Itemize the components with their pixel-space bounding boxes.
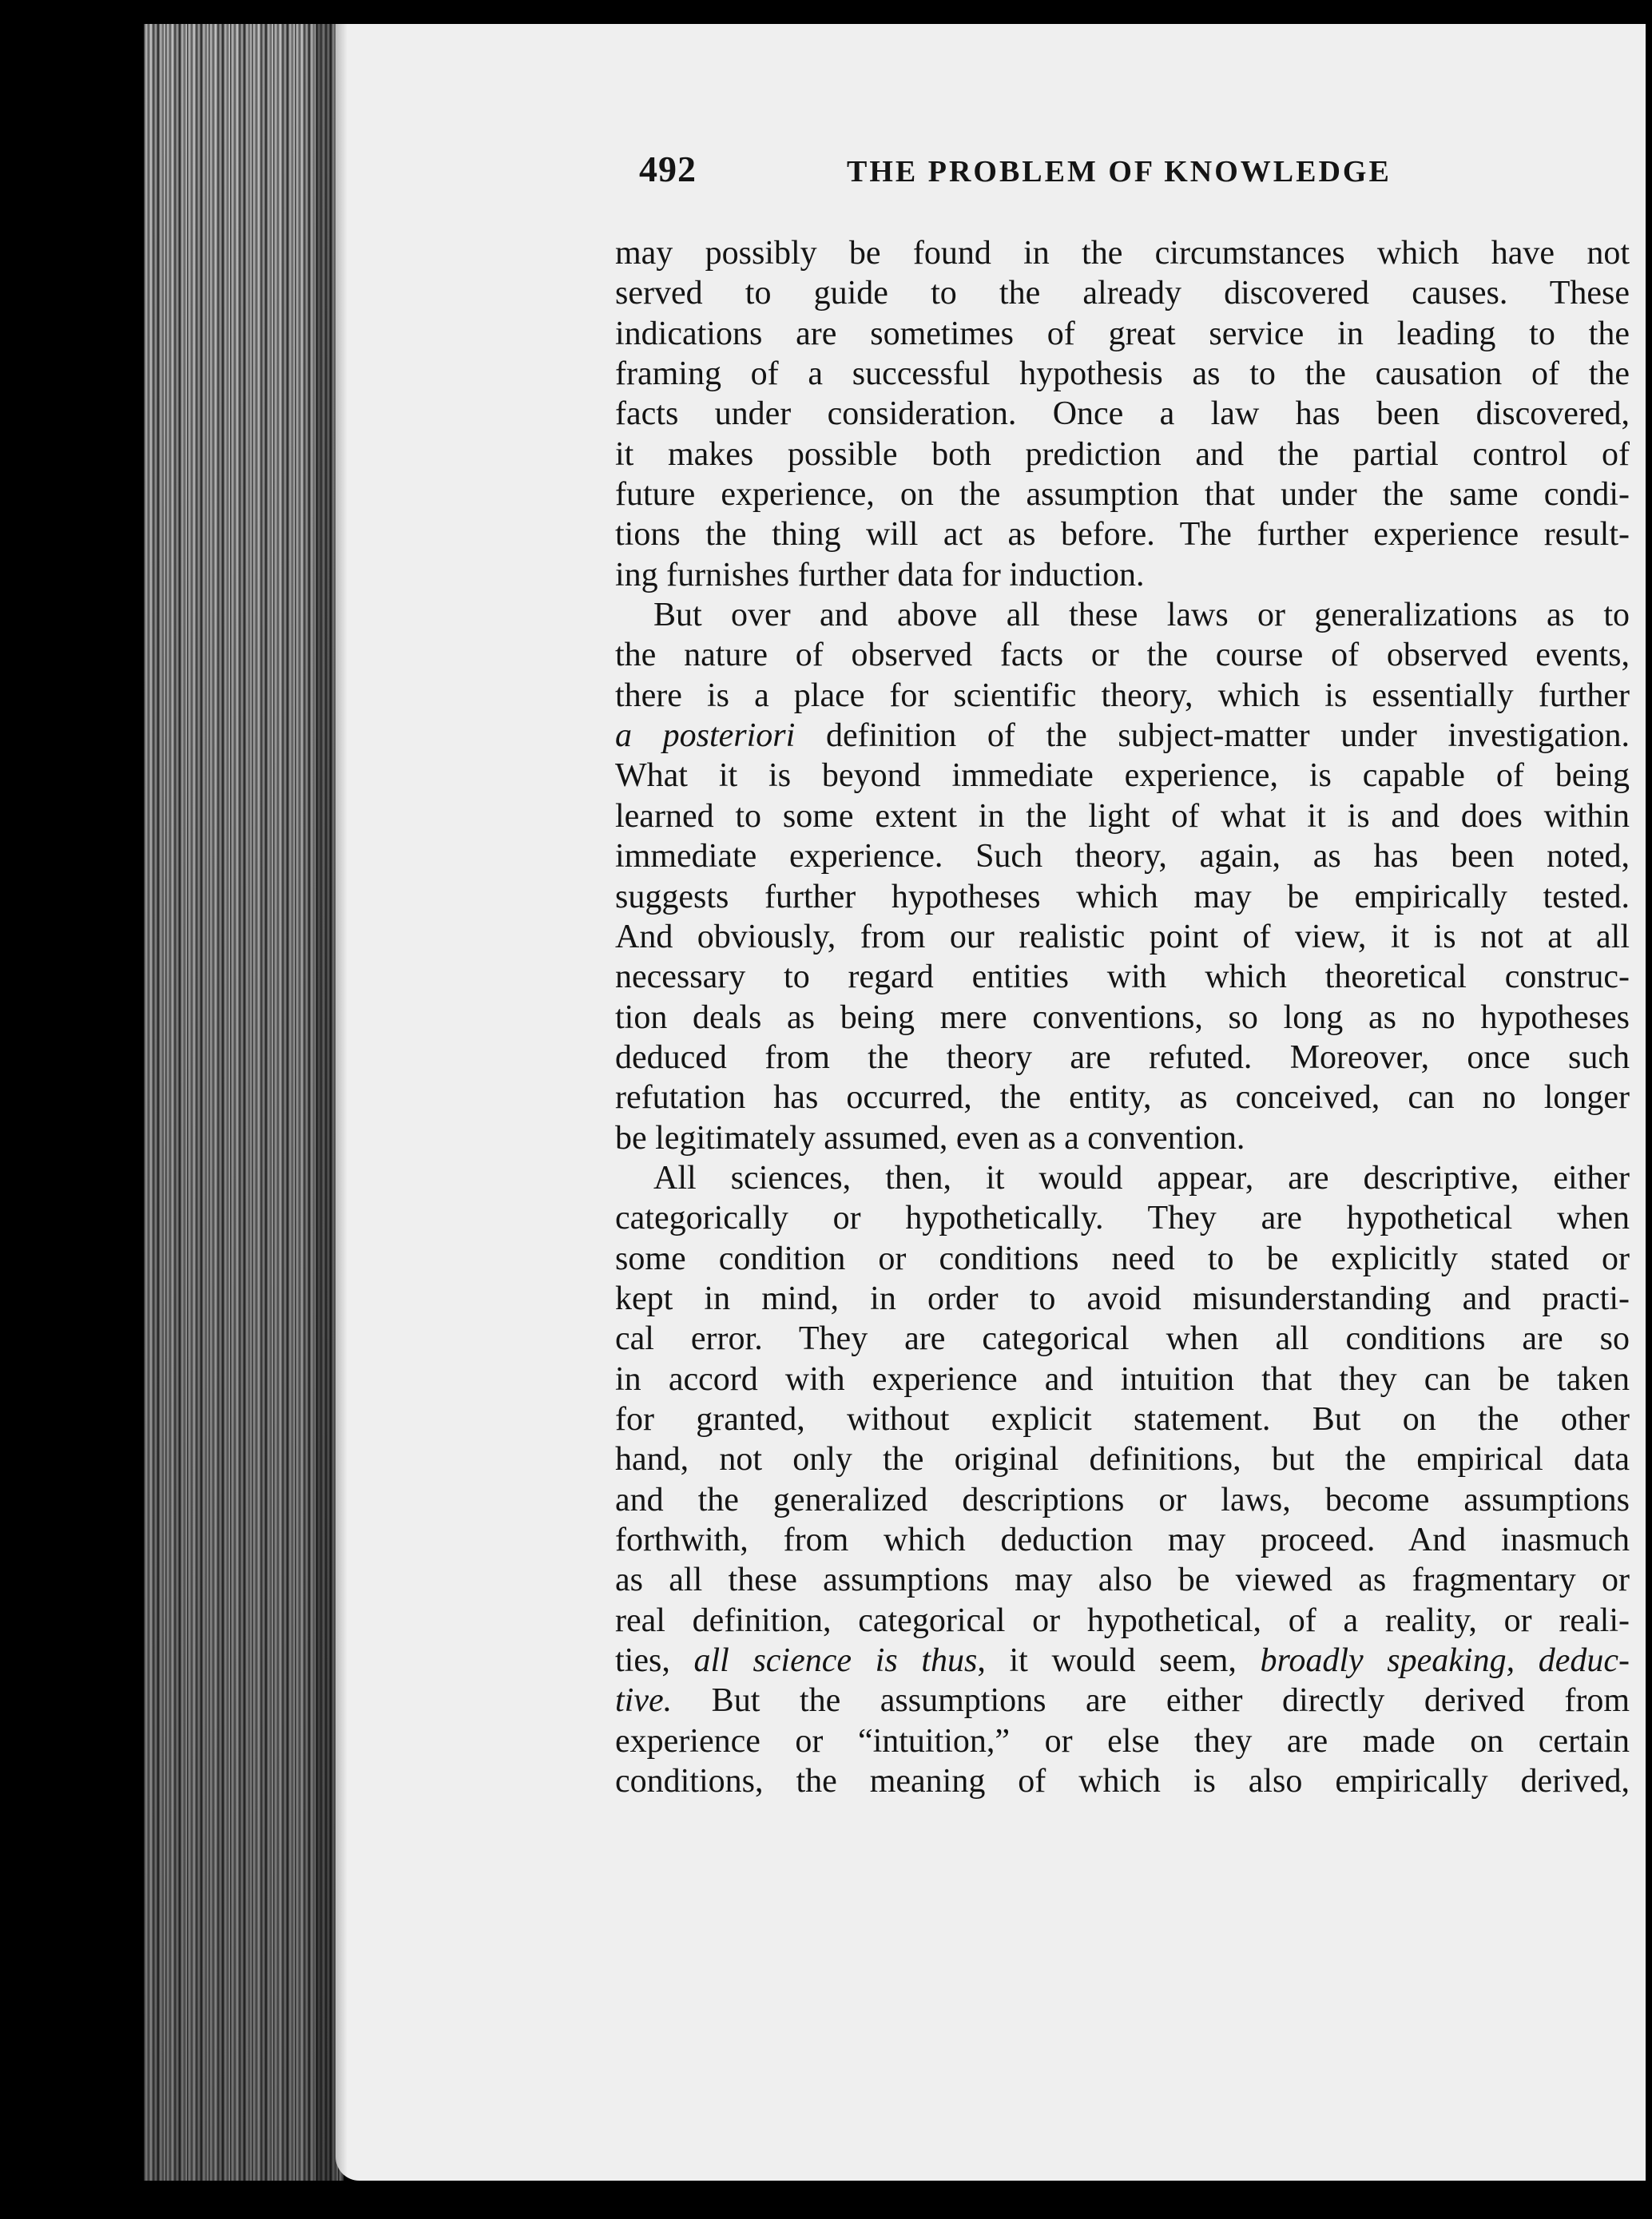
text-line: All sciences, then, it would appear, are descriptive, either [653, 1159, 1630, 1197]
text-line: experience or “intuition,” or else they are made on certain [615, 1722, 1630, 1760]
text-line: in accord with experience and intuition that they can be taken [615, 1360, 1630, 1398]
italic-text: a posteriori [615, 717, 796, 755]
body-text [615, 233, 1630, 1801]
text-line [615, 1641, 1630, 1681]
text-line: kept in mind, in order to avoid misunderstanding and practi- [615, 1280, 1630, 1317]
italic-text: all science is thus [693, 1642, 978, 1680]
text-line: necessary to regard entities with which theoretical construc- [615, 959, 1630, 996]
text-line: it makes possible both prediction and the partial control of [615, 435, 1630, 473]
text-line: hand, not only the original definitions, but the empirical data [615, 1441, 1630, 1479]
page-number: 492 [639, 149, 697, 189]
italic-text: broadly speaking, deduc- [1260, 1642, 1630, 1680]
text-line: What it is beyond immediate experience, is capable of being [615, 757, 1630, 795]
text-line: indications are sometimes of great service in leading to the [615, 315, 1630, 352]
text-line: tions the thing will act as before. The further experience result- [615, 516, 1630, 554]
text-line: may possibly be found in the circumstances which have not [615, 235, 1630, 272]
text-line: refutation has occurred, the entity, as conceived, can no longer [615, 1079, 1630, 1117]
italic-text: tive. [615, 1682, 673, 1720]
text-line: ing furnishes further data for induction. [615, 556, 1145, 593]
text-segment: ties, [615, 1642, 694, 1680]
text-line: suggests further hypotheses which may be empirically tested. [615, 878, 1630, 915]
book-page-edges [144, 24, 344, 2181]
gutter-shadow [316, 24, 347, 2181]
page-header [639, 148, 1598, 212]
paragraph [615, 1158, 1630, 1802]
text-line: and the generalized descriptions or laws, become assumptions [615, 1481, 1630, 1518]
text-line: there is a place for scientific theory, which is essentially further [615, 677, 1630, 714]
text-line: cal error. They are categorical when all conditions are so [615, 1320, 1630, 1358]
text-line: some condition or conditions need to be explicitly stated or [615, 1240, 1630, 1277]
paragraph [615, 595, 1630, 1158]
text-line: forthwith, from which deduction may proceed. And inasmuch [615, 1522, 1630, 1558]
text-line [615, 716, 1630, 756]
text-line: be legitimately assumed, even as a convention. [615, 1119, 1245, 1157]
text-line: categorically or hypothetically. They are hypothetical when [615, 1200, 1630, 1237]
text-segment: But the assumptions are either directly derived from [672, 1682, 1630, 1720]
text-line: served to guide to the already discovered causes. These [615, 275, 1630, 312]
text-line: conditions, the meaning of which is also empirically derived, [615, 1763, 1630, 1800]
text-line: framing of a successful hypothesis as to the causation of the [615, 355, 1630, 393]
text-line: future experience, on the assumption that under the same condi- [615, 476, 1630, 514]
text-line [615, 1681, 1630, 1721]
text-line: facts under consideration. Once a law has been discovered, [615, 395, 1630, 433]
text-line: deduced from the theory are refuted. Moreover, once such [615, 1038, 1630, 1076]
text-line: But over and above all these laws or generalizations as to [653, 597, 1630, 634]
text-line: immediate experience. Such theory, again, as has been noted, [615, 838, 1630, 875]
text-line: And obviously, from our realistic point of view, it is not at all [615, 918, 1630, 955]
text-segment: , it would seem, [977, 1642, 1261, 1680]
text-line: tion deals as being mere conventions, so long as no hypotheses [615, 998, 1630, 1036]
text-line: real definition, categorical or hypothetical, of a reality, or reali- [615, 1602, 1630, 1639]
text-line: learned to some extent in the light of what it is and does within [615, 797, 1630, 835]
text-line: for granted, without explicit statement. But on the other [615, 1400, 1630, 1438]
running-title: THE PROBLEM OF KNOWLEDGE [847, 155, 1392, 189]
paragraph [615, 233, 1630, 595]
text-line: the nature of observed facts or the course of observed events, [615, 637, 1630, 674]
text-segment: definition of the subject-matter under investigation. [795, 717, 1630, 755]
text-line: as all these assumptions may also be viewed as fragmentary or [615, 1562, 1630, 1599]
